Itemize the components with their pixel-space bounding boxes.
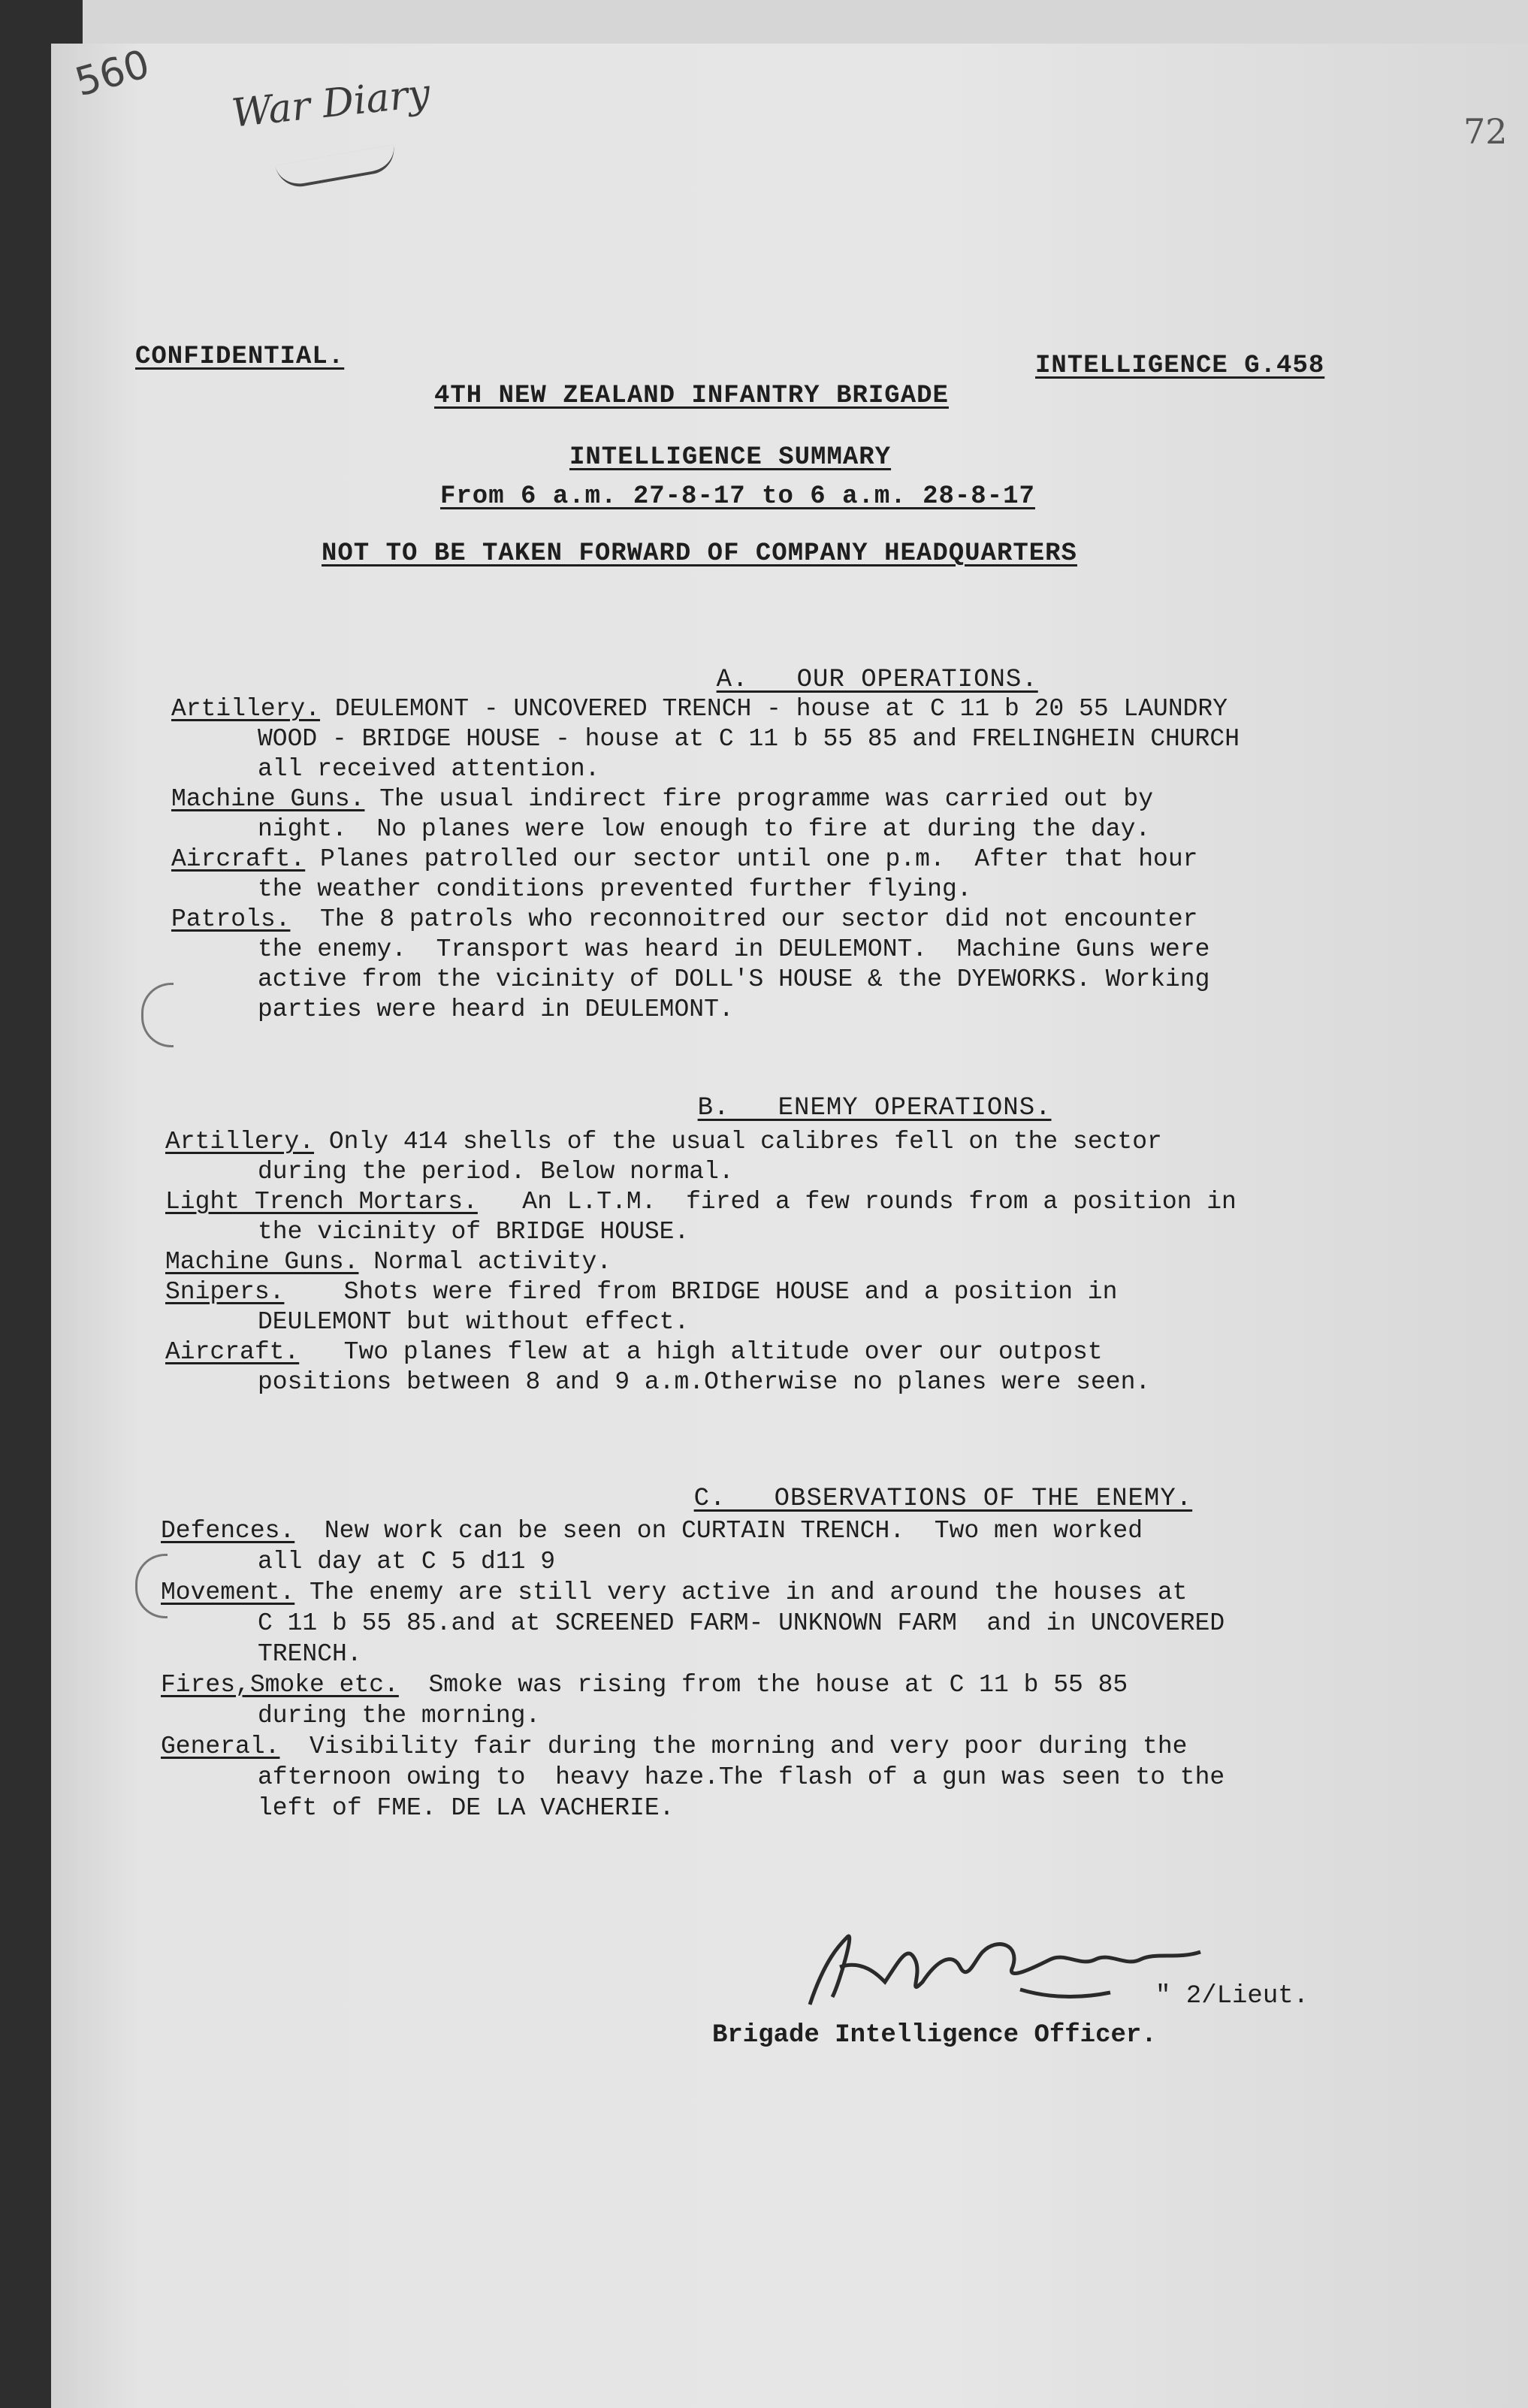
page-number: 72 [1463, 111, 1508, 152]
entry-continuation-line: left of FME. DE LA VACHERIE. [258, 1794, 675, 1822]
entry-label: Artillery. [171, 695, 321, 723]
summary-period: From 6 a.m. 27-8-17 to 6 a.m. 28-8-17 [440, 482, 1035, 511]
entry-first-line [161, 1733, 1513, 1760]
entry-continuation-line: the vicinity of BRIDGE HOUSE. [258, 1218, 690, 1246]
entry-first-line [165, 1279, 1517, 1306]
entry-continuation-line: during the period. Below normal. [258, 1158, 734, 1186]
signatory-rank: " 2/Lieut. [1155, 1982, 1309, 2011]
entry-first-line [165, 1128, 1517, 1156]
punch-hole [141, 983, 174, 1047]
entry-continuation-line: parties were heard in DEULEMONT. [258, 996, 734, 1023]
entry-text: The 8 patrols who reconnoitred our sector did not encounter [290, 905, 1198, 933]
handwritten-note: War Diary [229, 71, 433, 137]
entry-continuation-line: DEULEMONT but without effect. [258, 1308, 690, 1336]
entry-text: Only 414 shells of the usual calibres fell on the sector [314, 1128, 1162, 1156]
entry-label: Defences. [161, 1517, 295, 1545]
entry-label: Fires,Smoke etc. [161, 1671, 399, 1699]
entry-text: Planes patrolled our sector until one p.m. After that hour [305, 845, 1198, 873]
folio-number: 560 [70, 41, 155, 106]
entry-continuation-line: night. No planes were low enough to fire at during the day. [258, 815, 1151, 843]
entry-label: Aircraft. [165, 1338, 300, 1366]
entry-label: Machine Guns. [171, 785, 365, 813]
entry-text: Normal activity. [358, 1248, 612, 1276]
entry-text: An L.T.M. fired a few rounds from a position in [477, 1188, 1237, 1216]
entry-continuation-line: all day at C 5 d11 9 [258, 1548, 556, 1576]
section-heading-text: B. ENEMY OPERATIONS. [697, 1094, 1052, 1122]
entry-text: DEULEMONT - UNCOVERED TRENCH - house at C 11 b 20 55 LAUNDRY [320, 695, 1228, 723]
entry-continuation-line: active from the vicinity of DOLL'S HOUSE & the DYEWORKS. Working [258, 965, 1210, 993]
entry-text: Smoke was rising from the house at C 11 b 55 85 [398, 1671, 1128, 1699]
entry-continuation-line: all received attention. [258, 755, 600, 783]
entry-continuation-line: the weather conditions prevented further flying. [258, 875, 972, 903]
entry-first-line [161, 1672, 1513, 1699]
entry-continuation-line: TRENCH. [258, 1640, 362, 1668]
entry-first-line [165, 1189, 1517, 1216]
entry-continuation-line: WOOD - BRIDGE HOUSE - house at C 11 b 55 85 and FRELINGHEIN CHURCH [258, 725, 1240, 753]
handwritten-underline [275, 144, 397, 190]
entry-label: Patrols. [171, 905, 291, 933]
classification: CONFIDENTIAL. [135, 343, 345, 371]
entry-continuation-line: afternoon owing to heavy haze.The flash of a gun was seen to the [258, 1763, 1225, 1791]
entry-label: Machine Guns. [165, 1248, 359, 1276]
entry-first-line [161, 1518, 1513, 1545]
entry-text: Shots were fired from BRIDGE HOUSE and a position in [284, 1278, 1118, 1306]
unit-name: 4TH NEW ZEALAND INFANTRY BRIGADE [434, 382, 949, 410]
entry-text: The enemy are still very active in and around the houses at [294, 1579, 1188, 1606]
entry-label: Artillery. [165, 1128, 315, 1156]
entry-label: Aircraft. [171, 845, 306, 873]
entry-label: Light Trench Mortars. [165, 1188, 478, 1216]
entry-first-line [171, 786, 1523, 813]
entry-continuation-line: the enemy. Transport was heard in DEULEMONT. Machine Guns were [258, 935, 1210, 963]
entry-label: Movement. [161, 1579, 295, 1606]
document-title: INTELLIGENCE SUMMARY [569, 443, 892, 472]
entry-first-line [165, 1339, 1517, 1366]
entry-first-line [161, 1579, 1513, 1606]
reference-number: INTELLIGENCE G.458 [1035, 352, 1325, 380]
entry-text: Visibility fair during the morning and very poor during the [279, 1733, 1188, 1760]
entry-text: New work can be seen on CURTAIN TRENCH. Two men worked [294, 1517, 1143, 1545]
entry-first-line [171, 906, 1523, 933]
signatory-role: Brigade Intelligence Officer. [712, 2021, 1157, 2050]
entry-text: Two planes flew at a high altitude over our outpost [299, 1338, 1103, 1366]
entry-first-line [165, 1249, 1517, 1276]
entry-label: Snipers. [165, 1278, 285, 1306]
entry-continuation-line: positions between 8 and 9 a.m.Otherwise no planes were seen. [258, 1368, 1151, 1396]
entry-continuation-line: during the morning. [258, 1702, 541, 1730]
section-heading-text: C. OBSERVATIONS OF THE ENEMY. [693, 1485, 1193, 1513]
entry-first-line [171, 846, 1523, 873]
entry-text: The usual indirect fire programme was carried out by [364, 785, 1154, 813]
entry-continuation-line: C 11 b 55 85.and at SCREENED FARM- UNKNOWN FARM and in UNCOVERED [258, 1609, 1225, 1637]
entry-label: General. [161, 1733, 280, 1760]
document-page [51, 41, 1528, 2408]
handwritten-signature [795, 1914, 1215, 2020]
restriction-notice: NOT TO BE TAKEN FORWARD OF COMPANY HEADQUARTERS [322, 539, 1077, 568]
section-heading-text: A. OUR OPERATIONS. [716, 666, 1038, 694]
entry-first-line [171, 696, 1523, 723]
